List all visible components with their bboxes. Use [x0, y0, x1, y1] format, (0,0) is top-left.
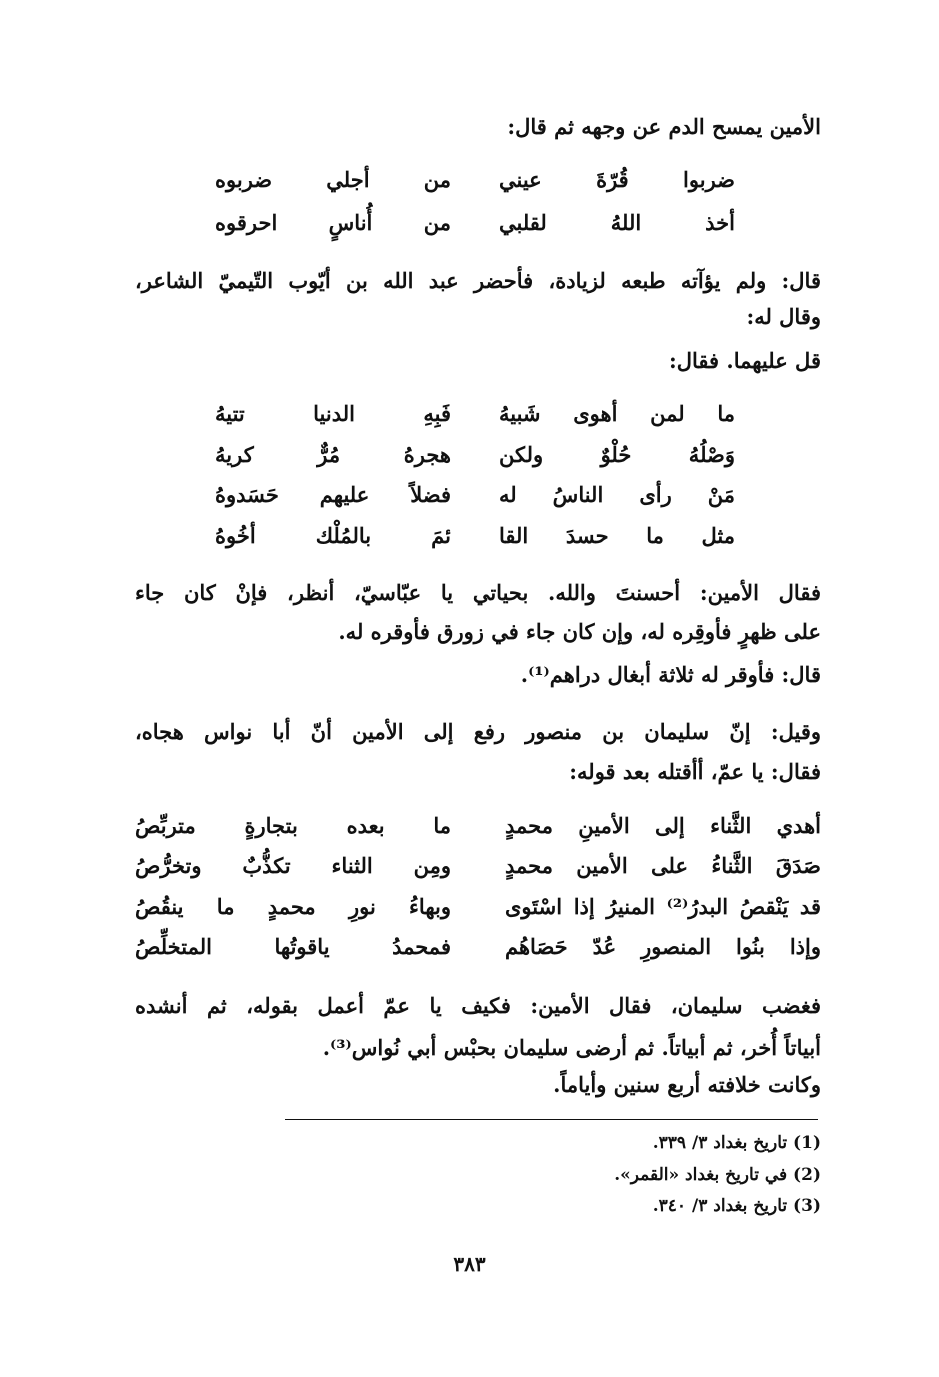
paragraph-line: قال: فأوقر له ثلاثة أبغال دراهم⁽¹⁾. [520, 662, 821, 687]
paragraph-intro: الأمين يمسح الدم عن وجهه ثم قال: [507, 114, 821, 139]
hemistich-second: من أُناسٍ احرقوه [215, 210, 451, 235]
paragraph-line: وقيل: إنّ سليمان بن منصور رفع إلى الأمين أنّ أبا نواس هجاه، [135, 719, 821, 744]
poem2-verse-4 [215, 519, 735, 553]
hemistich-second: وبهاءُ نورِ محمدٍ ما ينقُصُ [135, 894, 451, 919]
paragraph-line: وكانت خلافته أربع سنين وأياماً. [553, 1072, 821, 1097]
hemistich-second: فضلاً عليهم حَسَدوهُ [215, 482, 451, 507]
page-number: ٣٨٣ [453, 1252, 486, 1276]
hemistich-first: وَصْلُهُ حُلْوٌ ولكن [499, 442, 735, 467]
poem2-verse-1 [215, 397, 735, 431]
footnote-3: (3) تاريخ بغداد ٣/ ٣٤٠. [652, 1196, 821, 1216]
hemistich-second: ئمَ بالمُلْك أخُوهُ [215, 523, 451, 548]
paragraph-line: قل عليهما. فقال: [669, 348, 821, 373]
hemistich-first: مثل ما حسدَ القا [499, 523, 735, 548]
paragraph-line: فقال: يا عمّ، أأقتله بعد قوله: [569, 759, 821, 784]
hemistich-first: مَنْ رأى الناسُ له [499, 482, 735, 507]
poem3-verse-2 [135, 849, 821, 883]
hemistich-second: هجرهُ مُرٌّ كريهُ [215, 442, 451, 467]
paragraph-line: أبياتاً أُخر، ثم أبياتاً. ثم أرضى سليمان بحبْس أبي نُواس⁽³⁾. [322, 1035, 821, 1060]
hemistich-first: أهدي الثَّناء إلى الأمينِ محمدٍ [505, 813, 821, 838]
poem3-verse-4 [135, 930, 821, 964]
poem2-verse-2 [215, 438, 735, 472]
paragraph-line: فغضب سليمان، فقال الأمين: فكيف يا عمّ أعمل بقوله، ثم أنشده [135, 993, 821, 1018]
paragraph-line: قال: ولم يؤآته طبعه لزيادة، فأحضر عبد الله بن أيّوب التّيميّ الشاعر، [135, 268, 821, 293]
hemistich-second: فَبِهِ الدنيا تتيهُ [215, 401, 451, 426]
hemistich-first: وإذا بنُوا المنصورِ عُدّ حَصَاهُم [505, 934, 821, 959]
hemistich-first: قد يَنْقصُ البدرُ⁽²⁾ المنيرُ إذا اسْتَوى [505, 894, 821, 919]
poem2-verse-3 [215, 478, 735, 512]
hemistich-second: من أجلي ضربوه [215, 167, 451, 192]
hemistich-second: ما بعده بتجارةٍ متربِّصُ [135, 813, 451, 838]
hemistich-first: أخذ اللهُ لقلبي [499, 210, 735, 235]
footnote-1: (1) تاريخ بغداد ٣/ ٣٣٩. [652, 1133, 821, 1153]
poem3-verse-3 [135, 890, 821, 924]
hemistich-first: ضربوا قُرّةَ عيني [499, 167, 735, 192]
poem1-verse-2 [215, 206, 735, 240]
footnote-2: (2) في تاريخ بغداد «القمر». [614, 1165, 821, 1185]
poem1-verse-1 [215, 163, 735, 197]
paragraph-line: وقال له: [746, 304, 821, 329]
footnote-separator [285, 1119, 818, 1120]
poem3-verse-1 [135, 809, 821, 843]
paragraph-line: فقال الأمين: أحسنتَ والله. بحياتي يا عبّاسيّ، أنظر، فإنْ كان جاء [135, 580, 821, 605]
paragraph-line: على ظهرٍ فأوقِره له، وإن كان جاء في زورق فأوقره له. [338, 619, 821, 644]
hemistich-second: فمحمدُ ياقوتُها المتخلِّصُ [135, 934, 451, 959]
hemistich-second: ومِن الثناء تكذُّبٌ وتخرُّصُ [135, 853, 451, 878]
hemistich-first: ما لمن أهوى شَبيهُ [499, 401, 735, 426]
hemistich-first: صَدَقَ الثَّناءُ على الأمين محمدٍ [505, 853, 821, 878]
